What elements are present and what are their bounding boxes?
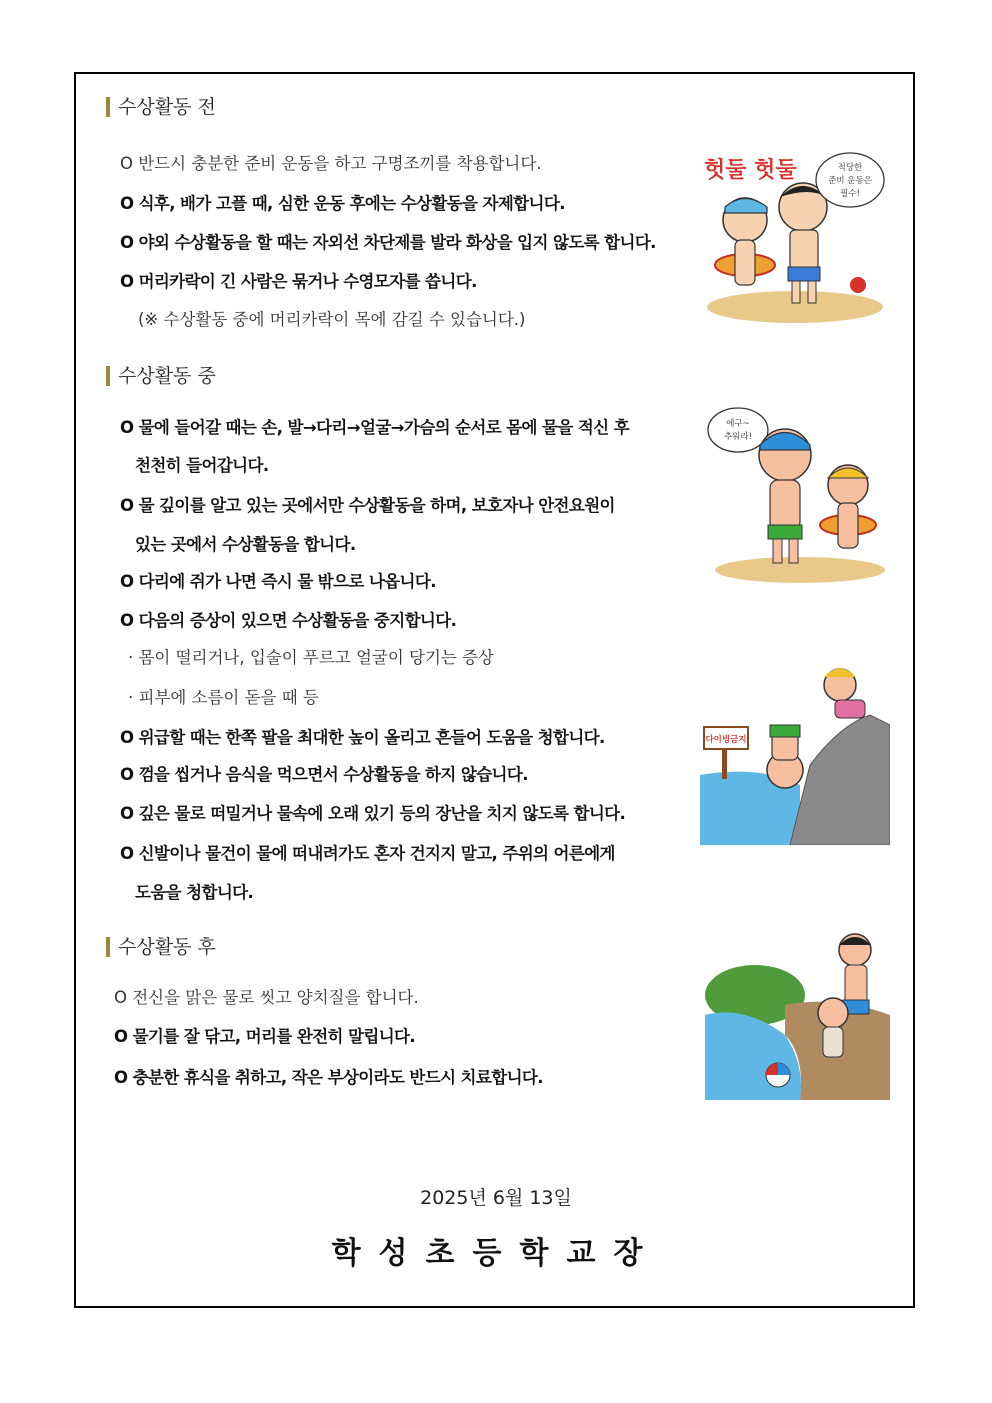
during-symptom-2: · 피부에 소름이 돋을 때 등 <box>128 688 319 707</box>
after-item-3: O 충분한 휴식을 취하고, 작은 부상이라도 반드시 치료합니다. <box>114 1068 543 1087</box>
document-date: 2025년 6월 13일 <box>420 1187 572 1209</box>
during-item-1-line-2: 천천히 들어갑니다. <box>135 456 269 475</box>
cold-kids-illustration <box>700 400 890 585</box>
school-principal-signature: 학성초등학교장 <box>331 1236 661 1271</box>
no-diving-illustration <box>700 655 890 845</box>
after-item-1: O 전신을 맑은 물로 씻고 양치질을 합니다. <box>114 988 419 1007</box>
during-item-1-line-1: O 물에 들어갈 때는 손, 발→다리→얼굴→가슴의 순서로 몸에 물을 적신 후 <box>120 418 630 437</box>
during-item-2-line-1: O 물 깊이를 알고 있는 곳에서만 수상활동을 하며, 보호자나 안전요원이 <box>120 496 615 515</box>
before-item-3: O 야외 수상활동을 할 때는 자외선 차단제를 발라 화상을 입지 않도록 합니다. <box>120 233 656 252</box>
before-item-4: O 머리카락이 긴 사람은 묶거나 수영모자를 씁니다. <box>120 272 477 291</box>
danger-sign-text: 다이빙금지 <box>705 735 747 745</box>
after-item-2: O 물기를 잘 닦고, 머리를 완전히 말립니다. <box>114 1027 416 1046</box>
during-item-8-line-2: 도움을 청합니다. <box>135 883 254 902</box>
during-item-6: O 껌을 씹거나 음식을 먹으면서 수상활동을 하지 않습니다. <box>120 765 528 784</box>
before-item-1: O 반드시 충분한 준비 운동을 하고 구명조끼를 착용합니다. <box>120 154 542 173</box>
section-title-during: 수상활동 중 <box>106 364 216 388</box>
during-symptom-1: · 몸이 떨리거나, 입술이 푸르고 얼굴이 당기는 증상 <box>128 648 494 667</box>
warmup-bubble-line-3: 필수! <box>840 189 860 199</box>
cold-bubble-line-2: 추워라! <box>723 432 753 442</box>
warmup-bubble-line-1: 적당한 <box>837 163 863 173</box>
warmup-caption: 헛둘 헛둘 <box>704 158 797 183</box>
warmup-bubble-line-2: 준비 운동은 <box>828 176 872 186</box>
before-item-2: O 식후, 배가 고플 때, 심한 운동 후에는 수상활동을 자제합니다. <box>120 194 565 213</box>
section-title-after: 수상활동 후 <box>106 935 216 959</box>
cold-bubble-line-1: 에구~ <box>726 419 750 429</box>
during-item-4: O 다음의 증상이 있으면 수상활동을 중지합니다. <box>120 611 457 630</box>
during-item-5: O 위급할 때는 한쪽 팔을 최대한 높이 올리고 흔들어 도움을 청합니다. <box>120 728 605 747</box>
warmup-illustration <box>700 135 890 325</box>
during-item-8-line-1: O 신발이나 물건이 물에 떠내려가도 혼자 건지지 말고, 주위의 어른에게 <box>120 844 615 863</box>
during-item-3: O 다리에 쥐가 나면 즉시 물 밖으로 나옵니다. <box>120 572 436 591</box>
before-note: (※ 수상활동 중에 머리카락이 목에 감길 수 있습니다.) <box>138 310 526 329</box>
during-item-2-line-2: 있는 곳에서 수상활동을 합니다. <box>135 535 356 554</box>
during-item-7: O 깊은 물로 떠밀거나 물속에 오래 있기 등의 장난을 치지 않도록 합니다. <box>120 804 626 823</box>
riverbank-illustration <box>705 925 890 1100</box>
section-title-before: 수상활동 전 <box>106 95 216 119</box>
